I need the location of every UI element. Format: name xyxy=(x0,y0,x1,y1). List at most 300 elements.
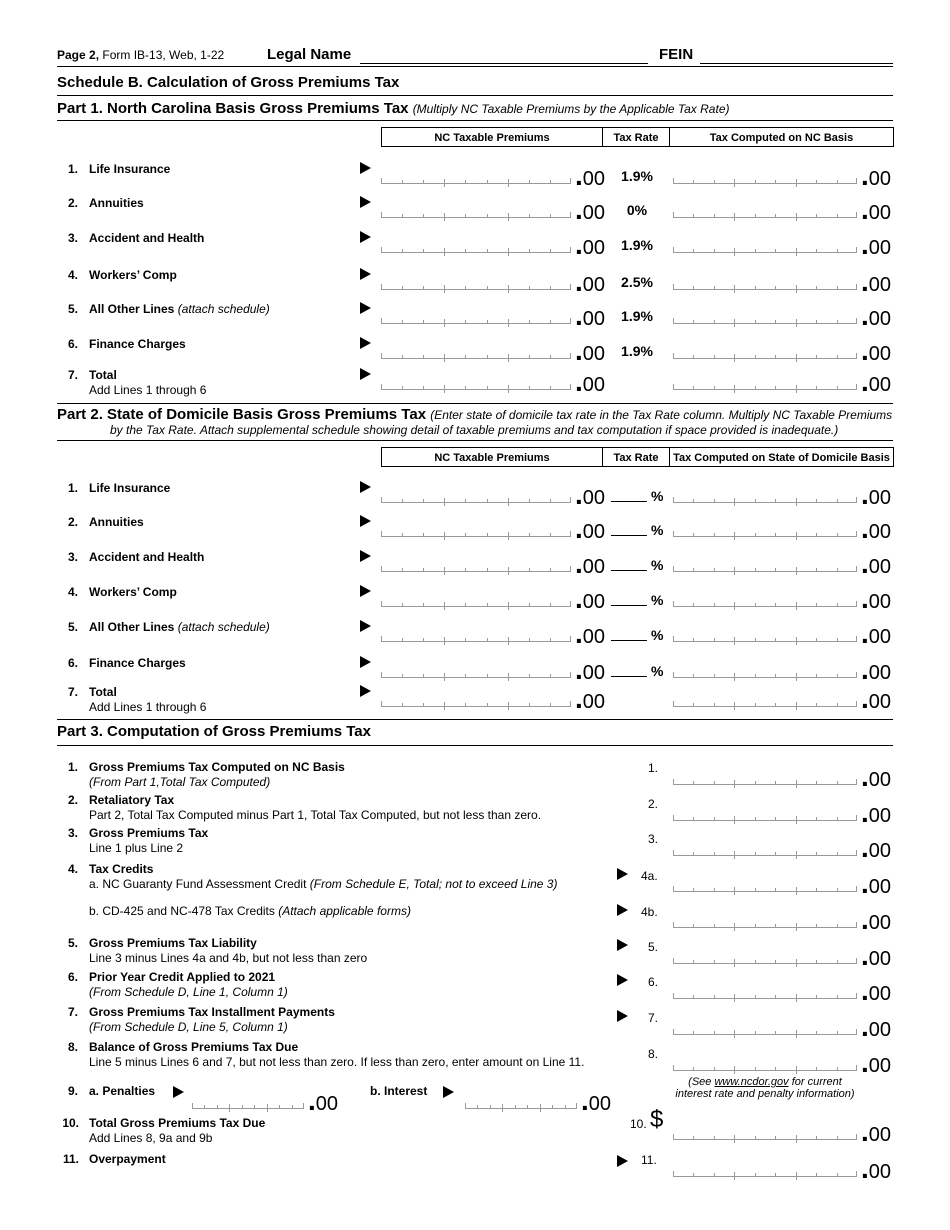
decimal-point: . xyxy=(861,335,869,366)
decimal-zeros: 00 xyxy=(868,805,892,827)
part1-title: Part 1. North Carolina Basis Gross Premiums Tax xyxy=(57,100,409,117)
line11-ref: 11. xyxy=(641,1153,657,1167)
part1-premium-field-tick xyxy=(465,386,466,390)
part2-line-name: Annuities xyxy=(89,515,144,529)
line10-amount-field-tick xyxy=(714,1136,715,1140)
part2-arrow-icon xyxy=(360,656,371,668)
part1-premium-field-tick xyxy=(423,355,424,359)
part2-computed-field[interactable] xyxy=(673,490,857,503)
line9a-label: a. Penalties xyxy=(89,1084,156,1098)
part2-premium-field-tick xyxy=(508,673,509,681)
part1-computed-field-tick xyxy=(816,320,817,324)
decimal-point: . xyxy=(861,1116,869,1147)
part3-amount-field-tick xyxy=(693,817,694,821)
part3-line-sub: (From Schedule D, Line 1, Column 1) xyxy=(89,985,288,999)
part1-col-computed: Tax Computed on NC Basis xyxy=(669,127,894,147)
line4b-amount-field[interactable] xyxy=(673,915,857,928)
part1-computed-field-decimal xyxy=(861,194,892,225)
part3-line-label: Prior Year Credit Applied to 2021 xyxy=(89,970,276,984)
decimal-zeros: 00 xyxy=(868,948,892,970)
part1-computed-field-tick xyxy=(755,386,756,390)
part3-amount-field[interactable] xyxy=(673,843,857,856)
decimal-point: . xyxy=(308,1085,316,1116)
interest-field-tick xyxy=(515,1105,516,1109)
part1-premium-field-tick xyxy=(529,286,530,290)
decimal-zeros: 00 xyxy=(582,237,606,259)
part2-premium-field-tick xyxy=(529,603,530,607)
decimal-point: . xyxy=(575,300,583,331)
part1-computed-field[interactable] xyxy=(673,377,857,390)
decimal-zeros: 00 xyxy=(868,556,892,578)
decimal-zeros: 00 xyxy=(868,374,892,396)
part2-rate-field[interactable] xyxy=(611,630,647,641)
decimal-zeros: 00 xyxy=(868,202,892,224)
part2-line-name: Finance Charges xyxy=(89,656,186,670)
part1-computed-field-tick xyxy=(755,249,756,253)
line9b-label: b. Interest xyxy=(370,1084,428,1098)
decimal-point: . xyxy=(861,868,869,899)
penalties-field-tick xyxy=(229,1104,230,1112)
part2-arrow-icon xyxy=(360,550,371,562)
part2-premium-field-tick xyxy=(529,638,530,642)
part2-premium-field[interactable] xyxy=(381,524,571,537)
part1-computed-field-tick xyxy=(714,180,715,184)
part3-amount-field-tick xyxy=(755,1067,756,1071)
decimal-point: . xyxy=(861,1153,869,1184)
decimal-point: . xyxy=(861,832,869,863)
decimal-point: . xyxy=(861,160,869,191)
part1-premium-field-tick xyxy=(550,286,551,290)
part1-line-number: 4. xyxy=(67,268,78,282)
part1-premium-field-tick xyxy=(402,180,403,184)
part2-line-sub: Add Lines 1 through 6 xyxy=(89,700,207,714)
part2-premium-field-tick xyxy=(444,637,445,645)
percent-sign: % xyxy=(651,627,664,643)
part1-premium-field-tick xyxy=(423,286,424,290)
page-number xyxy=(57,48,224,62)
part2-computed-field[interactable] xyxy=(673,629,857,642)
part1-computed-field-tick xyxy=(755,214,756,218)
interest-field-tick xyxy=(502,1104,503,1112)
part1-line-name: Workers’ Comp xyxy=(89,268,177,282)
part2-premium-field-tick xyxy=(444,567,445,575)
part3-amount-field-decimal xyxy=(861,1047,892,1078)
part2-premium-field-tick xyxy=(508,637,509,645)
line10-amount-field-tick xyxy=(755,1136,756,1140)
part3-amount-field[interactable] xyxy=(673,1058,857,1071)
line4a-amount-field-tick xyxy=(775,888,776,892)
part2-premium-field-tick xyxy=(550,499,551,503)
part3-amount-field[interactable] xyxy=(673,772,857,785)
part2-premium-field-tick xyxy=(487,568,488,572)
line4a-amount-field-tick xyxy=(714,888,715,892)
part3-amount-field-tick xyxy=(796,959,797,967)
part3-divider xyxy=(57,745,893,746)
part3-amount-field-tick xyxy=(693,852,694,856)
part2-computed-field-tick xyxy=(816,533,817,537)
part2-computed-field-tick xyxy=(775,568,776,572)
part2-computed-field-tick xyxy=(796,532,797,540)
part1-computed-field-tick xyxy=(693,386,694,390)
decimal-zeros: 00 xyxy=(582,521,606,543)
decimal-zeros: 00 xyxy=(582,202,606,224)
part1-computed-field-tick xyxy=(693,249,694,253)
penalties-field-tick xyxy=(292,1105,293,1109)
part2-premium-field-tick xyxy=(444,602,445,610)
part3-line-ref: 8. xyxy=(648,1047,659,1061)
part2-computed-field-tick xyxy=(796,498,797,506)
part3-amount-field-tick xyxy=(796,1030,797,1038)
part1-premium-field[interactable] xyxy=(381,311,571,324)
interest-field-tick xyxy=(540,1104,541,1112)
part1-premium-field-tick xyxy=(508,319,509,327)
part3-amount-field-tick xyxy=(755,1031,756,1035)
decimal-point: . xyxy=(861,940,869,971)
part1-computed-field-tick xyxy=(816,180,817,184)
part3-line-sub: (From Part 1,Total Tax Computed) xyxy=(89,775,271,789)
part2-line-name: Life Insurance xyxy=(89,481,171,495)
part1-premium-field-decimal xyxy=(575,266,606,297)
dollar-sign: $ xyxy=(650,1106,664,1133)
decimal-point: . xyxy=(575,618,583,649)
part2-premium-field-tick xyxy=(550,638,551,642)
fein-field[interactable] xyxy=(700,48,893,64)
decimal-zeros: 00 xyxy=(868,168,892,190)
part3-line-sub: Part 2, Total Tax Computed minus Part 1, Total Tax Computed, but not less than zero. xyxy=(89,808,542,822)
part2-premium-field[interactable] xyxy=(381,559,571,572)
part3-amount-field-decimal xyxy=(861,797,892,828)
percent-sign: % xyxy=(651,522,664,538)
part1-computed-field-tick xyxy=(714,249,715,253)
part3-amount-field[interactable] xyxy=(673,951,857,964)
part2-line-label xyxy=(89,585,177,599)
part2-arrow-icon xyxy=(360,585,371,597)
part1-premium-field-tick xyxy=(529,386,530,390)
part2-computed-field-tick xyxy=(734,702,735,710)
part2-line-note: (attach schedule) xyxy=(177,620,270,634)
part1-premium-field[interactable] xyxy=(381,171,571,184)
decimal-point: . xyxy=(861,266,869,297)
part1-computed-field-tick xyxy=(837,355,838,359)
part1-computed-field[interactable] xyxy=(673,240,857,253)
decimal-zeros: 00 xyxy=(868,840,892,862)
part2-computed-field-tick xyxy=(796,567,797,575)
part3-amount-field-tick xyxy=(734,816,735,824)
part1-arrow-icon xyxy=(360,162,371,174)
part1-premium-field[interactable] xyxy=(381,205,571,218)
part3-amount-field-tick xyxy=(734,1030,735,1038)
decimal-zeros: 00 xyxy=(868,691,892,713)
line11-amount-field-tick xyxy=(714,1173,715,1177)
part1-premium-field-tick xyxy=(402,249,403,253)
part1-line-name: Annuities xyxy=(89,196,144,210)
part3-line-sub: Line 5 minus Lines 6 and 7, but not less than zero. If less than zero, enter amount on Line 11. xyxy=(89,1055,585,1069)
part2-premium-field[interactable] xyxy=(381,694,571,707)
part3-amount-field-tick xyxy=(693,1067,694,1071)
part1-computed-field-tick xyxy=(755,180,756,184)
part3-amount-field-tick xyxy=(734,851,735,859)
part3-amount-field-tick xyxy=(816,1067,817,1071)
part2-computed-field-decimal xyxy=(861,654,892,685)
see-note xyxy=(665,1076,865,1100)
header-divider xyxy=(57,66,893,67)
interest-field[interactable] xyxy=(465,1096,577,1109)
part2-premium-field[interactable] xyxy=(381,665,571,678)
line4b-amount-field-tick xyxy=(734,923,735,931)
penalties-field-tick xyxy=(204,1105,205,1109)
decimal-point: . xyxy=(861,761,869,792)
decimal-point: . xyxy=(861,654,869,685)
schedule-title: Schedule B. Calculation of Gross Premiums Tax xyxy=(57,74,400,91)
line11-amount-field-tick xyxy=(693,1173,694,1177)
part1-line-number: 1. xyxy=(67,162,78,176)
part2-computed-field[interactable] xyxy=(673,665,857,678)
decimal-zeros: 00 xyxy=(582,662,606,684)
part2-computed-field-decimal xyxy=(861,548,892,579)
line4a-amount-field-tick xyxy=(755,888,756,892)
legal-name-label: Legal Name xyxy=(267,46,352,63)
line4a-amount-field-tick xyxy=(796,887,797,895)
line4b-amount-field-tick xyxy=(796,923,797,931)
part1-arrow-icon xyxy=(360,337,371,349)
decimal-zeros: 00 xyxy=(315,1093,339,1115)
part2-arrow-icon xyxy=(360,685,371,697)
line4b-ref: 4b. xyxy=(641,905,658,919)
line10-amount-field-tick xyxy=(796,1135,797,1143)
decimal-point: . xyxy=(861,904,869,935)
part1-computed-field[interactable] xyxy=(673,171,857,184)
part1-computed-field-tick xyxy=(755,320,756,324)
part2-premium-field-tick xyxy=(465,568,466,572)
part2-computed-field-tick xyxy=(775,638,776,642)
decimal-point: . xyxy=(575,683,583,714)
part1-computed-field-decimal xyxy=(861,300,892,331)
part2-computed-field-tick xyxy=(755,533,756,537)
part1-premium-field-tick xyxy=(508,213,509,221)
part2-title: Part 2. State of Domicile Basis Gross Premiums Tax xyxy=(57,406,427,423)
part2-premium-field-tick xyxy=(423,674,424,678)
line4a-amount-field[interactable] xyxy=(673,879,857,892)
line4a-amount-field-tick xyxy=(816,888,817,892)
part3-amount-field-tick xyxy=(816,852,817,856)
line4b-amount-field-tick xyxy=(693,924,694,928)
decimal-zeros: 00 xyxy=(588,1093,612,1115)
part2-premium-field-tick xyxy=(465,638,466,642)
part2-rate-field[interactable] xyxy=(611,525,647,536)
part2-computed-field-tick xyxy=(775,533,776,537)
part2-line-number: 3. xyxy=(67,550,78,564)
penalties-field[interactable] xyxy=(192,1096,304,1109)
part1-premium-field[interactable] xyxy=(381,240,571,253)
part1-line-name: All Other Lines xyxy=(89,302,175,316)
part1-premium-field-tick xyxy=(487,180,488,184)
part2-premium-field-tick xyxy=(529,674,530,678)
part2-divider xyxy=(57,440,893,441)
part2-line-label xyxy=(89,685,117,699)
part2-line-number: 7. xyxy=(67,685,78,699)
fein-label: FEIN xyxy=(659,46,694,63)
part1-premium-field[interactable] xyxy=(381,346,571,359)
part1-line-sub: Add Lines 1 through 6 xyxy=(89,383,207,397)
part2-rate-field[interactable] xyxy=(611,666,647,677)
part1-computed-field-decimal xyxy=(861,229,892,260)
part2-computed-field-tick xyxy=(693,674,694,678)
part1-premium-field-tick xyxy=(423,214,424,218)
part1-computed-field[interactable] xyxy=(673,205,857,218)
legal-name-field[interactable] xyxy=(360,48,648,64)
part2-computed-field-tick xyxy=(775,674,776,678)
part1-computed-field-decimal xyxy=(861,335,892,366)
part3-amount-field-tick xyxy=(755,781,756,785)
interest-field-tick xyxy=(527,1105,528,1109)
part1-col-rate: Tax Rate xyxy=(602,127,670,147)
line4a-amount-field-tick xyxy=(837,888,838,892)
part1-line-label xyxy=(89,231,204,245)
part2-line-label xyxy=(89,550,204,564)
part2-line-label xyxy=(89,515,144,529)
line4a-amount-field-tick xyxy=(734,887,735,895)
part3-amount-field-tick xyxy=(693,781,694,785)
part1-premium-field-decimal xyxy=(575,366,606,397)
part2-premium-field-tick xyxy=(487,638,488,642)
part2-premium-field-tick xyxy=(529,568,530,572)
part3-amount-field-tick xyxy=(837,960,838,964)
decimal-zeros: 00 xyxy=(868,1055,892,1077)
decimal-zeros: 00 xyxy=(868,662,892,684)
line9b-arrow-icon xyxy=(443,1086,454,1098)
part1-tax-rate: 1.9% xyxy=(621,237,653,253)
part1-premium-field-tick xyxy=(487,320,488,324)
part2-computed-field-tick xyxy=(714,533,715,537)
part2-computed-field-tick xyxy=(796,602,797,610)
interest-field-tick xyxy=(565,1105,566,1109)
penalties-field-tick xyxy=(267,1104,268,1112)
part1-computed-field[interactable] xyxy=(673,346,857,359)
part2-computed-field[interactable] xyxy=(673,594,857,607)
part2-premium-field-decimal xyxy=(575,654,606,685)
part1-premium-field-tick xyxy=(508,354,509,362)
part3-amount-field-tick xyxy=(837,852,838,856)
part1-premium-field-tick xyxy=(402,320,403,324)
decimal-point: . xyxy=(861,479,869,510)
part2-premium-field-tick xyxy=(487,674,488,678)
decimal-point: . xyxy=(861,1047,869,1078)
part3-amount-field-tick xyxy=(714,1067,715,1071)
part2-computed-field-tick xyxy=(775,603,776,607)
decimal-point: . xyxy=(575,335,583,366)
schedule-divider xyxy=(57,95,893,96)
part1-premium-field[interactable] xyxy=(381,377,571,390)
part3-amount-field[interactable] xyxy=(673,808,857,821)
part2-premium-field-decimal xyxy=(575,583,606,614)
part1-computed-field-tick xyxy=(693,355,694,359)
part2-line-number: 4. xyxy=(67,585,78,599)
part2-col-rate: Tax Rate xyxy=(602,447,670,467)
part1-arrow-icon xyxy=(360,196,371,208)
part2-rate-field[interactable] xyxy=(611,595,647,606)
part2-note2: by the Tax Rate. Attach supplemental schedule showing detail of taxable premiums and tax computation if space provided is inadequate.) xyxy=(110,423,839,437)
line4a-ref: 4a. xyxy=(641,869,658,883)
part2-premium-field[interactable] xyxy=(381,594,571,607)
part2-premium-field-tick xyxy=(508,567,509,575)
part2-line-label xyxy=(89,481,170,495)
decimal-zeros: 00 xyxy=(582,591,606,613)
part1-premium-field-tick xyxy=(508,285,509,293)
line10-amount-field[interactable] xyxy=(673,1127,857,1140)
part1-computed-field-tick xyxy=(734,248,735,256)
line11-amount-field-decimal xyxy=(861,1153,892,1184)
part1-premium-field-tick xyxy=(529,249,530,253)
decimal-point: . xyxy=(861,300,869,331)
part1-premium-field-tick xyxy=(444,319,445,327)
part1-premium-field-tick xyxy=(550,249,551,253)
part1-premium-field-tick xyxy=(423,180,424,184)
part1-premium-field-tick xyxy=(423,320,424,324)
part2-premium-field-tick xyxy=(402,603,403,607)
part1-line-name: Total xyxy=(89,368,117,382)
part3-amount-field[interactable] xyxy=(673,1022,857,1035)
part3-amount-field[interactable] xyxy=(673,986,857,999)
part2-rate-field[interactable] xyxy=(611,491,647,502)
part2-computed-field[interactable] xyxy=(673,524,857,537)
part1-computed-field[interactable] xyxy=(673,277,857,290)
part2-arrow-icon xyxy=(360,515,371,527)
part1-premium-field[interactable] xyxy=(381,277,571,290)
decimal-point: . xyxy=(861,366,869,397)
part2-computed-field-tick xyxy=(734,498,735,506)
line4b-amount-field-tick xyxy=(775,924,776,928)
part3-amount-field-tick xyxy=(796,851,797,859)
part2-premium-field-decimal xyxy=(575,683,606,714)
line4b-amount-field-tick xyxy=(816,924,817,928)
part3-amount-field-tick xyxy=(755,995,756,999)
part2-computed-field-tick xyxy=(837,638,838,642)
part2-premium-field[interactable] xyxy=(381,490,571,503)
part2-computed-field-tick xyxy=(816,674,817,678)
part2-computed-field[interactable] xyxy=(673,694,857,707)
part1-line-name: Finance Charges xyxy=(89,337,186,351)
part1-tax-rate: 1.9% xyxy=(621,168,653,184)
decimal-point: . xyxy=(575,366,583,397)
part3-line-ref: 3. xyxy=(648,832,659,846)
part1-computed-field-tick xyxy=(734,385,735,393)
part1-computed-field[interactable] xyxy=(673,311,857,324)
part2-computed-field[interactable] xyxy=(673,559,857,572)
part2-rate-field[interactable] xyxy=(611,560,647,571)
part3-amount-field-tick xyxy=(796,1066,797,1074)
part3-amount-field-tick xyxy=(734,780,735,788)
part1-computed-field-tick xyxy=(837,214,838,218)
part2-line-name: Accident and Health xyxy=(89,550,205,564)
part2-premium-field-tick xyxy=(550,674,551,678)
part1-computed-field-decimal xyxy=(861,160,892,191)
part3-amount-field-tick xyxy=(775,1067,776,1071)
part2-computed-field-tick xyxy=(714,674,715,678)
part2-col-computed: Tax Computed on State of Domicile Basis xyxy=(669,447,894,467)
line11-amount-field[interactable] xyxy=(673,1164,857,1177)
line4b-label: b. CD-425 and NC-478 Tax Credits xyxy=(89,904,275,918)
part2-computed-field-tick xyxy=(755,703,756,707)
line10-amount-field-decimal xyxy=(861,1116,892,1147)
ncdor-link[interactable]: www.ncdor.gov xyxy=(714,1076,789,1088)
part3-line-sub: (From Schedule D, Line 5, Column 1) xyxy=(89,1020,288,1034)
part2-premium-field[interactable] xyxy=(381,629,571,642)
part2-premium-field-tick xyxy=(444,702,445,710)
part3-amount-field-tick xyxy=(755,960,756,964)
part2-line-number: 5. xyxy=(67,620,78,634)
part3-line-ref: 5. xyxy=(648,940,659,954)
part1-premium-field-tick xyxy=(402,214,403,218)
